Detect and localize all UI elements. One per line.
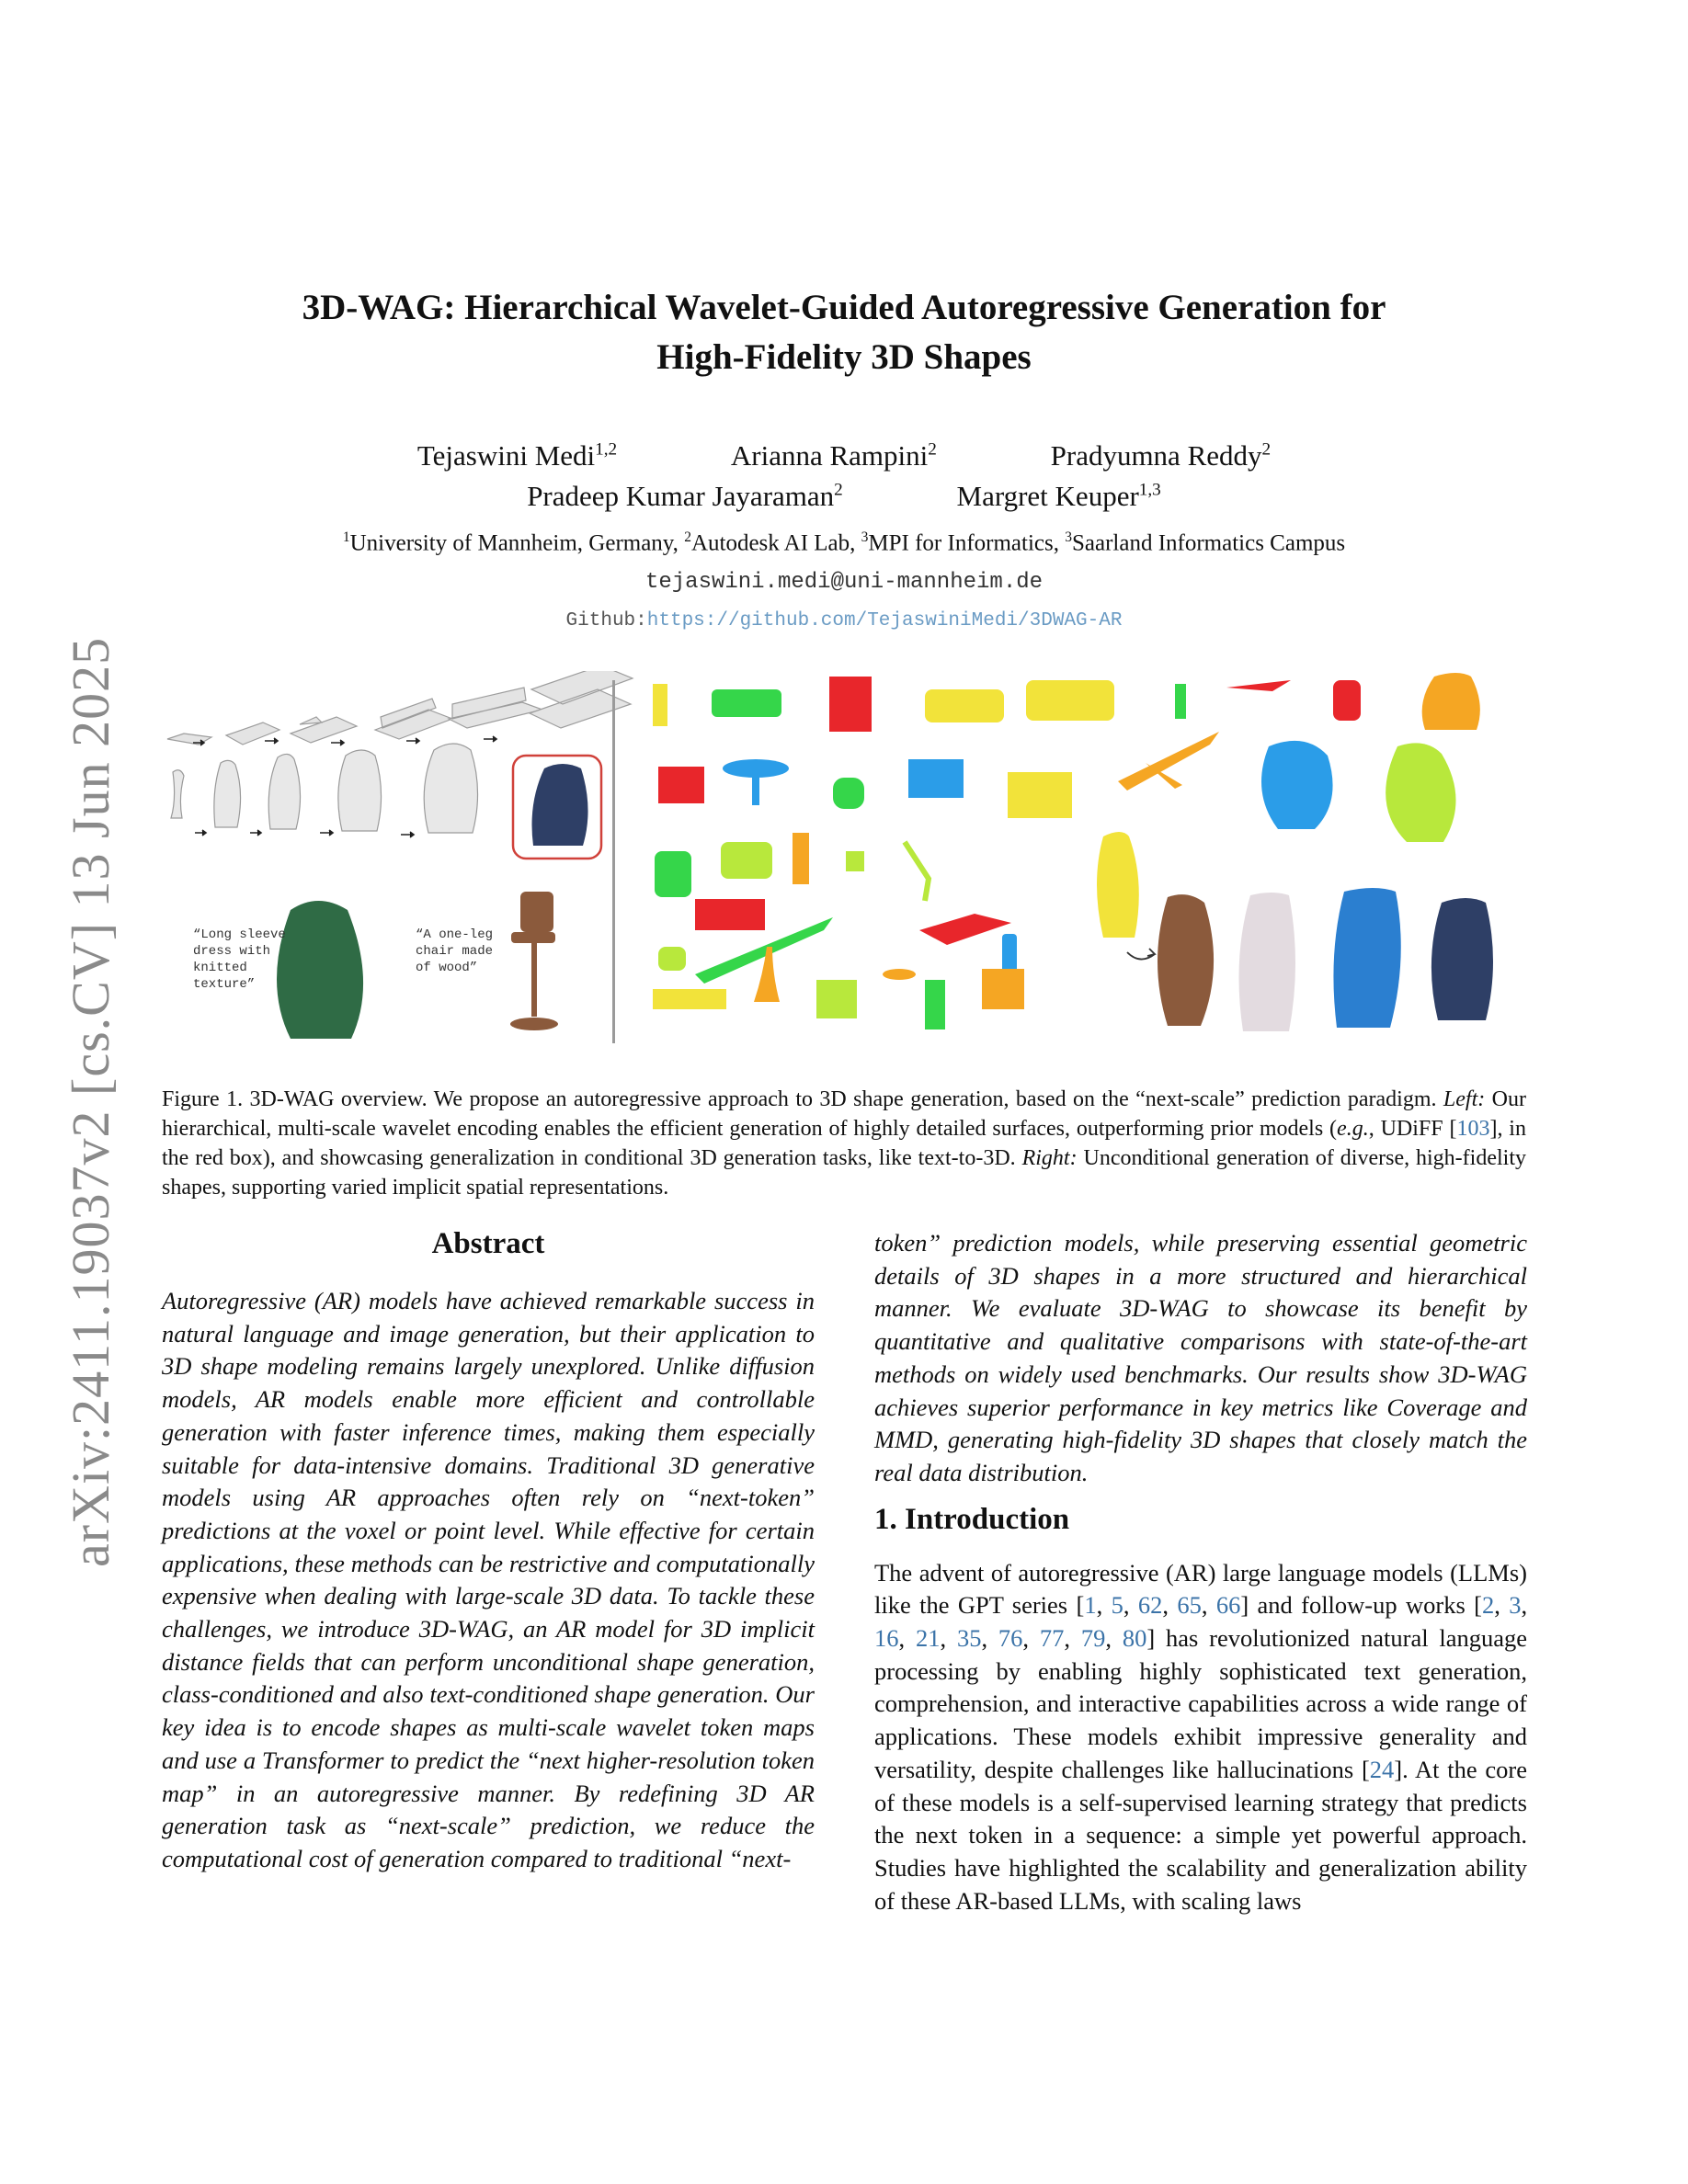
- text-prompt-dress: “Long sleeve dress with knitted texture”: [193, 927, 286, 992]
- citation-link[interactable]: 62: [1137, 1591, 1163, 1620]
- dress-stage-3: [268, 754, 300, 829]
- shape-table-leg: [752, 768, 759, 805]
- introduction-text: The advent of autoregressive (AR) large language models (LLMs) like the GPT series [1, 5, 62, 65, 66] and follow-up works [2, 3, 16, 21, 35, 76, 77, 79, 80] has revolutionized natural language processing by enabling highly sophisticated text generation, comprehension, and interactive capabilities across a wide range of applications. These models exhibit impressive generality and versatility, despite challenges like hallucinations [24]. At the core of these models is a self-supervised learning strategy that predicts the next token in a sequence: a simple yet powerful approach. Studies have highlighted the scalability and generalization ability of these AR-based LLMs, with scaling laws: [874, 1558, 1528, 1915]
- abstract-text: Autoregressive (AR) models have achieved remarkable success in natural language and image generation, but their application to 3D shape modeling remains largely unexplored. Unlike diffusion models, AR models enable more efficient and controllable generation with faster inference times, making them especially suitable for data-intensive domains. Traditional 3D generative models using AR approaches often rely on “next-token” predictions at the voxel or point level. While effective for certain applications, these methods can be restrictive and computationally expensive when dealing with large-scale 3D data. To tackle these challenges, we introduce 3D-WAG, an AR model for 3D implicit distance fields that can perform unconditional shape generation, class-conditioned and also text-conditioned shape generation. Our key idea is to encode shapes as multi-scale wavelet token maps and use a Transformer to predict the “next higher-resolution token map” in an autoregressive manner. By redefining 3D AR generation task as “next-scale” prediction, we reduce the computational cost of generation compared to traditional “next-: [162, 1287, 815, 1872]
- figure-divider: [612, 680, 615, 1043]
- shape-sweater: [1261, 741, 1333, 829]
- dress-stage-1: [171, 770, 184, 818]
- github-link[interactable]: https://github.com/TejaswiniMedi/3DWAG-AR: [646, 610, 1123, 631]
- authors-row-2: [156, 480, 1532, 513]
- citation-link[interactable]: 1: [1084, 1591, 1097, 1620]
- sofa-stage-6: [530, 671, 633, 728]
- citation-link[interactable]: 66: [1215, 1591, 1241, 1620]
- generated-shapes: [653, 673, 1493, 1031]
- shape-sofa: [1026, 680, 1114, 721]
- shape-panel: [1175, 684, 1186, 719]
- shape-mug: [658, 947, 686, 971]
- arrow-icon: [406, 738, 419, 744]
- figure-1-caption: Figure 1. 3D-WAG overview. We propose an autoregressive approach to 3D shape generation, based on the “next-scale” prediction paradigm. Left: Our hierarchical, multi-scale wavelet encoding enables the efficient generation of highly detailed surfaces, outperforming prior models (e.g., UDiFF [103], in the red box), and showcasing generalization in conditional 3D generation tasks, like text-to-3D. Right: Unconditional generation of diverse, high-fidelity shapes, supporting varied implicit spatial representations.: [162, 1087, 1526, 1200]
- arrow-icon: [265, 738, 278, 744]
- shape-table: [658, 767, 704, 803]
- left-column: [162, 1227, 815, 1876]
- shape-cabinet: [829, 677, 872, 732]
- citation-link[interactable]: 16: [874, 1624, 899, 1653]
- sofa-stage-3: [291, 717, 357, 743]
- github-line: [156, 610, 1532, 631]
- citation-link[interactable]: 5: [1111, 1591, 1123, 1620]
- arrow-icon: [331, 740, 344, 745]
- shape-bin: [846, 851, 864, 871]
- citation-link[interactable]: 2: [1481, 1591, 1495, 1620]
- dress-arrows: [195, 830, 414, 837]
- shape-box: [816, 980, 857, 1018]
- citation-link[interactable]: 24: [1369, 1755, 1395, 1783]
- sofa-stage-5: [449, 688, 542, 728]
- title-line-1: 3D-WAG: Hierarchical Wavelet-Guided Autoregressive Generation for: [302, 288, 1386, 327]
- shape-dress: [1097, 832, 1139, 938]
- author: Arianna Rampini$^2$: [730, 439, 937, 472]
- shape-jacket: [1422, 673, 1480, 730]
- figure-1: [162, 671, 1526, 1050]
- introduction-heading: 1. Introduction: [874, 1502, 1070, 1536]
- citation-link[interactable]: 3: [1509, 1591, 1522, 1620]
- shape-plate: [883, 969, 916, 980]
- arrow-icon: [320, 830, 333, 836]
- shape-dress: [1158, 894, 1214, 1026]
- curved-arrow-icon: [1127, 949, 1155, 960]
- green-robe: [277, 901, 363, 1039]
- abstract-heading: Abstract: [431, 1227, 545, 1260]
- arxiv-stamp: arXiv:2411.19037v2 [cs.CV] 13 Jun 2025: [61, 636, 120, 1567]
- citation-link[interactable]: 35: [956, 1624, 982, 1653]
- shape-armchair: [655, 851, 691, 897]
- shape-skirt: [1333, 888, 1400, 1028]
- shape-desk: [1008, 772, 1072, 818]
- shape-airplane: [1118, 732, 1219, 791]
- citation-link[interactable]: 65: [1177, 1591, 1202, 1620]
- author: Tejaswini Medi$^{1,2}$: [416, 439, 618, 472]
- wooden-chair: [510, 892, 558, 1030]
- github-label: Github:: [565, 610, 647, 631]
- shape-skirt: [1239, 893, 1296, 1031]
- citation-link[interactable]: 80: [1122, 1624, 1147, 1653]
- sofa-progression: [167, 671, 633, 745]
- shape-sofa: [712, 689, 781, 717]
- dress-stage-5: [424, 744, 477, 833]
- shape-chair: [793, 833, 809, 884]
- citation-link[interactable]: 79: [1080, 1624, 1106, 1653]
- shape-desk: [982, 969, 1024, 1009]
- right-column: [874, 1227, 1527, 1917]
- shape-pot: [833, 778, 864, 809]
- title-line-2: High-Fidelity 3D Shapes: [656, 337, 1032, 377]
- shape-jet: [1226, 680, 1291, 691]
- citation-link[interactable]: 103: [1456, 1117, 1490, 1141]
- shape-vest: [1431, 898, 1493, 1020]
- arrow-icon: [195, 830, 206, 836]
- shape-lamp: [905, 842, 929, 901]
- author: Pradeep Kumar Jayaraman$^2$: [527, 480, 843, 512]
- arrow-icon: [401, 832, 414, 837]
- author: Pradyumna Reddy$^2$: [1050, 439, 1272, 472]
- shape-coffee-table: [695, 899, 765, 930]
- dress-stage-2: [214, 760, 241, 827]
- dress-stage-4: [338, 750, 382, 831]
- dress-progression: [171, 744, 478, 833]
- sofa-stage-4: [375, 699, 452, 739]
- shape-monitor: [908, 759, 964, 798]
- abstract-text-continued: token” prediction models, while preserving essential geometric details of 3D shapes in a more structured and hierarchical manner. We evaluate 3D-WAG to showcase its benefit by quantitative and qualitative comparisons with state-of-the-art methods on widely used benchmarks. Our results show 3D-WAG achieves superior performance in key metrics like Coverage and MMD, generating high-fidelity 3D shapes that closely match the real data distribution.: [874, 1229, 1527, 1486]
- author-email[interactable]: tejaswini.medi@uni-mannheim.de: [644, 570, 1044, 595]
- shape-cup: [1333, 680, 1361, 721]
- shape-chair: [653, 684, 667, 726]
- shape-dress: [1386, 743, 1455, 842]
- paper-title: [156, 283, 1532, 382]
- citation-link[interactable]: 77: [1039, 1624, 1065, 1653]
- authors-row-1: [156, 439, 1532, 472]
- citation-link[interactable]: 21: [915, 1624, 941, 1653]
- shape-sofa: [925, 689, 1004, 722]
- shape-chair: [925, 980, 945, 1029]
- shape-phone: [1002, 934, 1017, 974]
- figure-1-artwork: [162, 671, 1526, 1050]
- text-prompt-chair: “A one-leg chair made of wood”: [416, 927, 494, 975]
- udiff-vest: [532, 764, 588, 846]
- arrow-icon: [250, 830, 261, 836]
- author: Margret Keuper$^{1,3}$: [956, 480, 1161, 512]
- arrow-icon: [484, 736, 496, 742]
- citation-link[interactable]: 76: [998, 1624, 1023, 1653]
- shape-car: [919, 914, 1011, 945]
- shape-table: [653, 989, 726, 1009]
- shape-sofa: [721, 842, 772, 879]
- affiliations: $^1$University of Mannheim, Germany, $^2$Autodesk AI Lab, $^3$MPI for Informatics, $^3$Saarland Informatics Campus: [342, 529, 1346, 556]
